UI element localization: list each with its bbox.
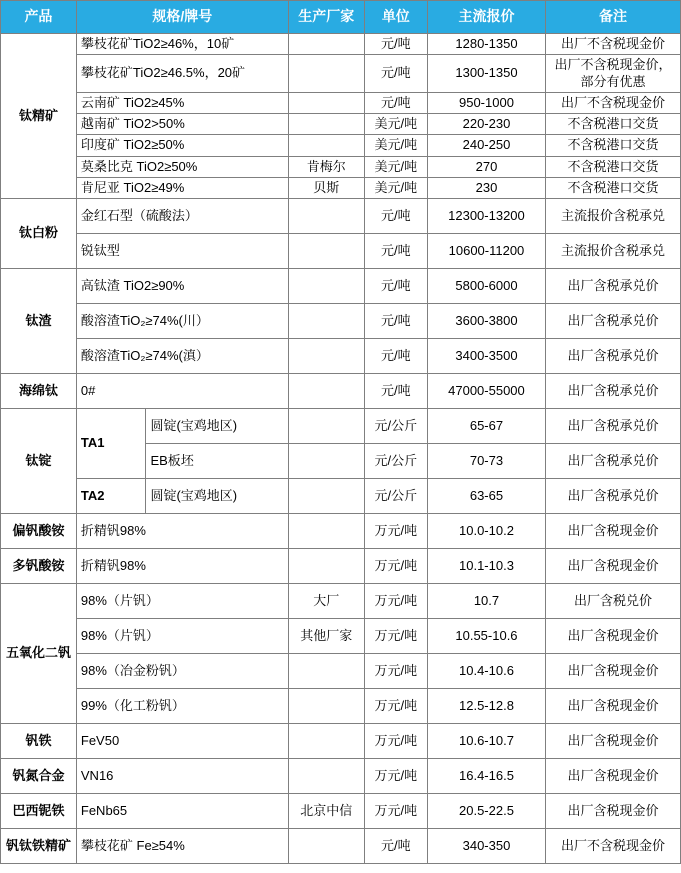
cell-unit: 万元/吨 bbox=[364, 724, 427, 759]
cell-unit: 美元/吨 bbox=[364, 114, 427, 135]
cell-maker: 大厂 bbox=[288, 584, 364, 619]
cell-spec: 98%（片钒） bbox=[76, 584, 288, 619]
cell-maker bbox=[288, 374, 364, 409]
cell-price: 270 bbox=[427, 156, 545, 177]
cell-spec: 攀枝花矿TiO2≥46.5%，20矿 bbox=[76, 55, 288, 93]
cell-maker bbox=[288, 514, 364, 549]
cell-grade: TA2 bbox=[76, 479, 146, 514]
cell-note: 出厂含税现金价 bbox=[546, 619, 681, 654]
cell-unit: 万元/吨 bbox=[364, 514, 427, 549]
cell-unit: 万元/吨 bbox=[364, 794, 427, 829]
cell-spec: 云南矿 TiO2≥45% bbox=[76, 92, 288, 113]
table-row bbox=[1, 92, 681, 113]
cell-spec: 98%（片钒） bbox=[76, 619, 288, 654]
cell-maker bbox=[288, 234, 364, 269]
cell-price: 1280-1350 bbox=[427, 34, 545, 55]
cell-spec: 攀枝花矿 Fe≥54% bbox=[76, 829, 288, 864]
table-row bbox=[1, 549, 681, 584]
cell-note: 不含税港口交货 bbox=[546, 114, 681, 135]
cell-maker: 肯梅尔 bbox=[288, 156, 364, 177]
cell-spec: 99%（化工粉钒） bbox=[76, 689, 288, 724]
header-cell-product: 产品 bbox=[1, 1, 77, 34]
cell-spec: 98%（冶金粉钒） bbox=[76, 654, 288, 689]
cell-spec: 印度矿 TiO2≥50% bbox=[76, 135, 288, 156]
header-cell-price: 主流报价 bbox=[427, 1, 545, 34]
cell-maker bbox=[288, 55, 364, 93]
cell-product: 钛白粉 bbox=[1, 199, 77, 269]
cell-note: 出厂含税承兑价 bbox=[546, 374, 681, 409]
cell-spec: 高钛渣 TiO2≥90% bbox=[76, 269, 288, 304]
cell-spec: 肯尼亚 TiO2≥49% bbox=[76, 177, 288, 198]
cell-price: 10.1-10.3 bbox=[427, 549, 545, 584]
cell-price: 10600-11200 bbox=[427, 234, 545, 269]
cell-note: 出厂含税承兑价 bbox=[546, 304, 681, 339]
header-cell-unit: 单位 bbox=[364, 1, 427, 34]
cell-price: 10.6-10.7 bbox=[427, 724, 545, 759]
cell-product: 巴西铌铁 bbox=[1, 794, 77, 829]
table-row bbox=[1, 409, 681, 444]
cell-unit: 元/公斤 bbox=[364, 479, 427, 514]
cell-price: 10.7 bbox=[427, 584, 545, 619]
cell-spec: FeNb65 bbox=[76, 794, 288, 829]
cell-price: 950-1000 bbox=[427, 92, 545, 113]
cell-note: 出厂含税现金价 bbox=[546, 654, 681, 689]
cell-note: 出厂含税兑价 bbox=[546, 584, 681, 619]
cell-maker bbox=[288, 135, 364, 156]
cell-spec: 折精钒98% bbox=[76, 514, 288, 549]
cell-maker: 北京中信 bbox=[288, 794, 364, 829]
cell-maker bbox=[288, 199, 364, 234]
table-row bbox=[1, 829, 681, 864]
cell-note: 出厂不含税现金价 bbox=[546, 34, 681, 55]
table-row bbox=[1, 584, 681, 619]
cell-unit: 元/吨 bbox=[364, 304, 427, 339]
cell-spec: 莫桑比克 TiO2≥50% bbox=[76, 156, 288, 177]
cell-unit: 元/吨 bbox=[364, 269, 427, 304]
table-row bbox=[1, 177, 681, 198]
cell-price: 1300-1350 bbox=[427, 55, 545, 93]
cell-unit: 万元/吨 bbox=[364, 689, 427, 724]
cell-note: 出厂含税现金价 bbox=[546, 549, 681, 584]
cell-price: 20.5-22.5 bbox=[427, 794, 545, 829]
cell-product: 钒氮合金 bbox=[1, 759, 77, 794]
cell-unit: 美元/吨 bbox=[364, 135, 427, 156]
cell-spec: 0# bbox=[76, 374, 288, 409]
cell-maker bbox=[288, 724, 364, 759]
cell-price: 5800-6000 bbox=[427, 269, 545, 304]
cell-product: 钒铁 bbox=[1, 724, 77, 759]
cell-price: 47000-55000 bbox=[427, 374, 545, 409]
cell-unit: 元/公斤 bbox=[364, 444, 427, 479]
cell-unit: 万元/吨 bbox=[364, 549, 427, 584]
cell-unit: 元/吨 bbox=[364, 339, 427, 374]
cell-note: 出厂含税现金价 bbox=[546, 759, 681, 794]
cell-maker bbox=[288, 479, 364, 514]
cell-unit: 元/吨 bbox=[364, 34, 427, 55]
cell-unit: 元/公斤 bbox=[364, 409, 427, 444]
cell-maker bbox=[288, 114, 364, 135]
cell-unit: 元/吨 bbox=[364, 374, 427, 409]
table-body bbox=[1, 34, 681, 864]
cell-spec: FeV50 bbox=[76, 724, 288, 759]
table-row bbox=[1, 724, 681, 759]
cell-price: 3600-3800 bbox=[427, 304, 545, 339]
cell-price: 70-73 bbox=[427, 444, 545, 479]
table-row bbox=[1, 689, 681, 724]
cell-unit: 元/吨 bbox=[364, 234, 427, 269]
cell-product: 钛锭 bbox=[1, 409, 77, 514]
cell-price: 16.4-16.5 bbox=[427, 759, 545, 794]
cell-product: 钒钛铁精矿 bbox=[1, 829, 77, 864]
cell-note: 出厂含税现金价 bbox=[546, 794, 681, 829]
cell-maker bbox=[288, 444, 364, 479]
cell-note: 不含税港口交货 bbox=[546, 135, 681, 156]
cell-note: 出厂不含税现金价 bbox=[546, 92, 681, 113]
cell-price: 10.4-10.6 bbox=[427, 654, 545, 689]
table-row bbox=[1, 759, 681, 794]
cell-spec: VN16 bbox=[76, 759, 288, 794]
cell-maker bbox=[288, 759, 364, 794]
table-header bbox=[1, 1, 681, 34]
cell-price: 10.0-10.2 bbox=[427, 514, 545, 549]
cell-maker bbox=[288, 92, 364, 113]
cell-note: 出厂含税承兑价 bbox=[546, 444, 681, 479]
table-row bbox=[1, 55, 681, 93]
table-row bbox=[1, 34, 681, 55]
cell-price: 10.55-10.6 bbox=[427, 619, 545, 654]
cell-note: 不含税港口交货 bbox=[546, 156, 681, 177]
table-row bbox=[1, 304, 681, 339]
cell-price: 230 bbox=[427, 177, 545, 198]
cell-spec: 越南矿 TiO2>50% bbox=[76, 114, 288, 135]
cell-unit: 美元/吨 bbox=[364, 177, 427, 198]
cell-product: 偏钒酸铵 bbox=[1, 514, 77, 549]
cell-note: 不含税港口交货 bbox=[546, 177, 681, 198]
cell-spec: 金红石型（硫酸法） bbox=[76, 199, 288, 234]
cell-note: 主流报价含税承兑 bbox=[546, 234, 681, 269]
cell-unit: 万元/吨 bbox=[364, 759, 427, 794]
cell-maker bbox=[288, 689, 364, 724]
table-row bbox=[1, 514, 681, 549]
table-row bbox=[1, 339, 681, 374]
cell-price: 63-65 bbox=[427, 479, 545, 514]
cell-spec: 圆锭(宝鸡地区) bbox=[146, 409, 288, 444]
cell-unit: 万元/吨 bbox=[364, 654, 427, 689]
table-row bbox=[1, 135, 681, 156]
cell-spec: EB板坯 bbox=[146, 444, 288, 479]
cell-note: 出厂含税承兑价 bbox=[546, 269, 681, 304]
cell-unit: 元/吨 bbox=[364, 92, 427, 113]
cell-product: 五氧化二钒 bbox=[1, 584, 77, 724]
cell-note: 出厂含税现金价 bbox=[546, 689, 681, 724]
cell-note: 出厂含税承兑价 bbox=[546, 479, 681, 514]
table-row bbox=[1, 269, 681, 304]
cell-maker bbox=[288, 304, 364, 339]
cell-price: 240-250 bbox=[427, 135, 545, 156]
table-row bbox=[1, 114, 681, 135]
header-cell-maker: 生产厂家 bbox=[288, 1, 364, 34]
cell-product: 钛精矿 bbox=[1, 34, 77, 199]
cell-maker bbox=[288, 409, 364, 444]
table-row bbox=[1, 374, 681, 409]
cell-maker bbox=[288, 34, 364, 55]
cell-note: 出厂含税现金价 bbox=[546, 514, 681, 549]
cell-maker bbox=[288, 339, 364, 374]
table-row bbox=[1, 619, 681, 654]
header-cell-spec: 规格/牌号 bbox=[76, 1, 288, 34]
cell-maker bbox=[288, 269, 364, 304]
cell-unit: 万元/吨 bbox=[364, 619, 427, 654]
table-row bbox=[1, 794, 681, 829]
cell-spec: 圆锭(宝鸡地区) bbox=[146, 479, 288, 514]
cell-spec: 锐钛型 bbox=[76, 234, 288, 269]
cell-note: 主流报价含税承兑 bbox=[546, 199, 681, 234]
table-row bbox=[1, 156, 681, 177]
cell-spec: 酸溶渣TiO₂≥74%(滇） bbox=[76, 339, 288, 374]
cell-note: 出厂含税承兑价 bbox=[546, 339, 681, 374]
cell-price: 65-67 bbox=[427, 409, 545, 444]
cell-maker bbox=[288, 829, 364, 864]
cell-maker: 贝斯 bbox=[288, 177, 364, 198]
cell-spec: 攀枝花矿TiO2≥46%，10矿 bbox=[76, 34, 288, 55]
table-row bbox=[1, 199, 681, 234]
cell-unit: 元/吨 bbox=[364, 199, 427, 234]
header-row bbox=[1, 1, 681, 34]
cell-product: 多钒酸铵 bbox=[1, 549, 77, 584]
cell-maker: 其他厂家 bbox=[288, 619, 364, 654]
cell-grade: TA1 bbox=[76, 409, 146, 479]
cell-product: 海绵钛 bbox=[1, 374, 77, 409]
cell-spec: 折精钒98% bbox=[76, 549, 288, 584]
cell-price: 340-350 bbox=[427, 829, 545, 864]
table-row bbox=[1, 479, 681, 514]
cell-price: 220-230 bbox=[427, 114, 545, 135]
cell-maker bbox=[288, 654, 364, 689]
cell-price: 12300-13200 bbox=[427, 199, 545, 234]
table-row bbox=[1, 654, 681, 689]
cell-unit: 元/吨 bbox=[364, 829, 427, 864]
header-cell-note: 备注 bbox=[546, 1, 681, 34]
cell-note: 出厂含税承兑价 bbox=[546, 409, 681, 444]
cell-note: 出厂不含税现金价，部分有优惠 bbox=[546, 55, 681, 93]
table-row bbox=[1, 234, 681, 269]
cell-product: 钛渣 bbox=[1, 269, 77, 374]
cell-unit: 万元/吨 bbox=[364, 584, 427, 619]
cell-price: 12.5-12.8 bbox=[427, 689, 545, 724]
cell-note: 出厂含税现金价 bbox=[546, 724, 681, 759]
cell-price: 3400-3500 bbox=[427, 339, 545, 374]
cell-note: 出厂不含税现金价 bbox=[546, 829, 681, 864]
cell-unit: 美元/吨 bbox=[364, 156, 427, 177]
cell-unit: 元/吨 bbox=[364, 55, 427, 93]
cell-maker bbox=[288, 549, 364, 584]
cell-spec: 酸溶渣TiO₂≥74%(川） bbox=[76, 304, 288, 339]
